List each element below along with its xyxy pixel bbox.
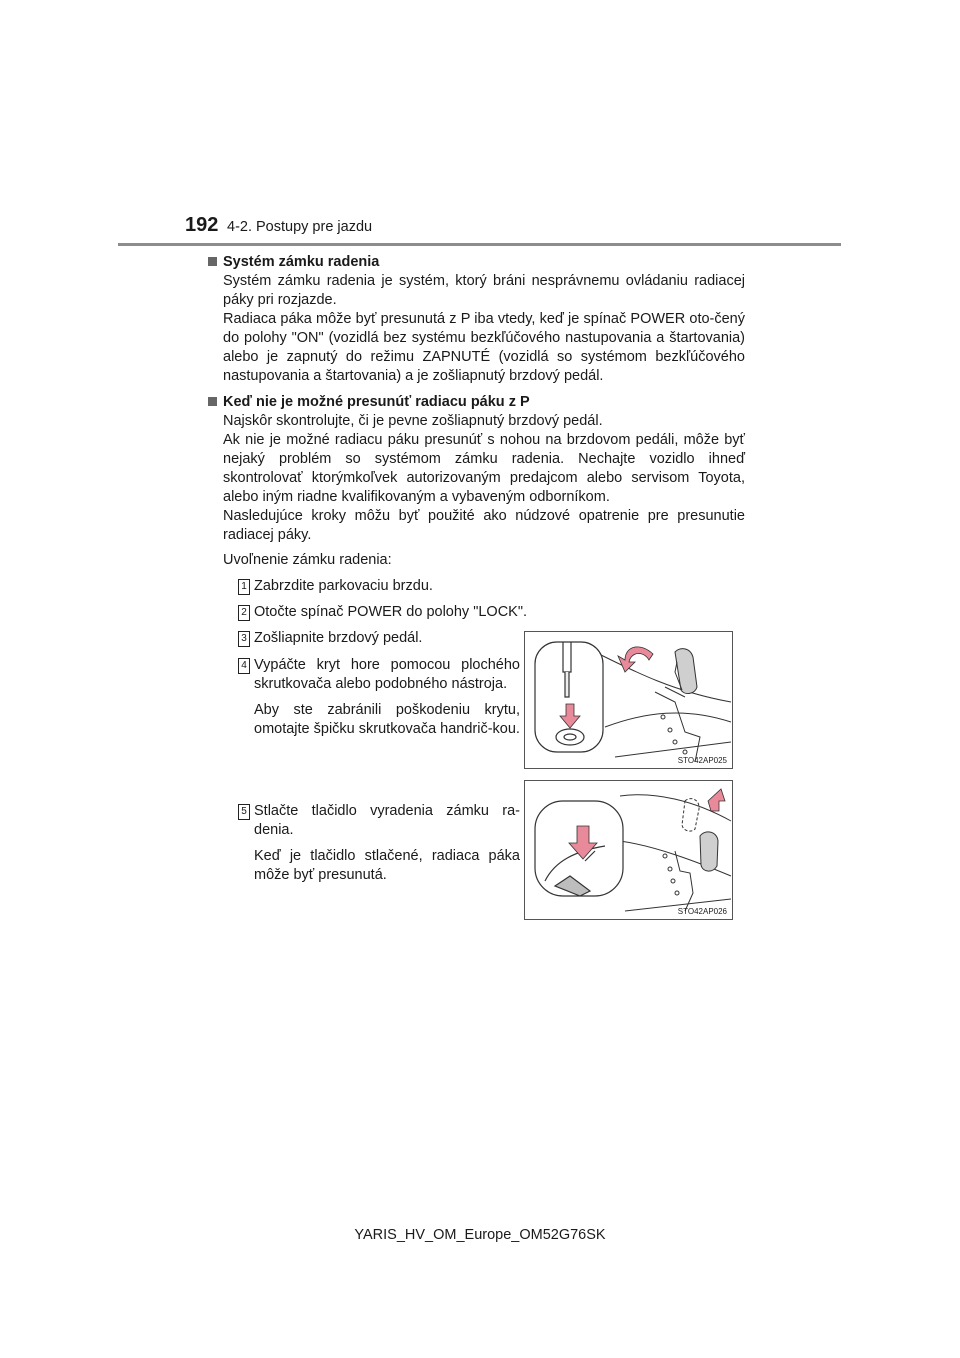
paragraph: Radiaca páka môže byť presunutá z P iba vtedy, keď je spínač POWER oto-čený do polohy "ON" (vozidlá bez systému bezkľúčového nastupovania a štartovania) alebo je zapnutý do režimu ZAPNUTÉ (vozidlá so systémom bezkľúčového nastupovania a štartovania) a je zošliapnutý brzdový pedál. — [223, 311, 745, 384]
step-text: Zabrzdite parkovaciu brzdu. — [254, 578, 433, 594]
step-note: Aby ste zabránili poškodeniu krytu, omotajte špičku skrutkovača handrič-kou. — [254, 702, 520, 737]
curved-arrow-icon — [618, 647, 653, 672]
arrow-icon — [708, 789, 725, 811]
illustration-pry-cover — [524, 631, 733, 769]
step-number: 3 — [238, 631, 250, 647]
step-text: Vypáčte kryt hore pomocou plochého skrutkovača alebo podobného nástroja. — [254, 657, 520, 692]
page-footer: YARIS_HV_OM_Europe_OM52G76SK — [354, 1227, 606, 1243]
step-2 — [208, 603, 745, 629]
page-header — [185, 214, 372, 237]
illustration-release-button — [524, 780, 733, 920]
header-rule — [118, 243, 841, 246]
figure-code: STO42AP026 — [677, 907, 727, 916]
section-title-cannot-shift: Keď nie je možné presunúť radiacu páku z P — [208, 393, 745, 412]
paragraph: Systém zámku radenia je systém, ktorý bráni nesprávnemu ovládaniu radiacej páky pri rozjazde. — [223, 273, 745, 308]
paragraph: Ak nie je možné radiacu páku presunúť s nohou na brzdovom pedáli, môže byť nejaký problém so systémom zámku radenia. Nechajte vozidlo ihneď skontrolovať ktorýmkoľvek autorizovaným predajcom alebo servisom Toyota, alebo iným riadne kvalifikovaným a vybaveným odborníkom. — [223, 432, 745, 505]
chapter-title: 4-2. Postupy pre jazdu — [227, 219, 373, 235]
step-text: Zošliapnite brzdový pedál. — [254, 630, 423, 646]
section-title-shift-lock: Systém zámku radenia — [208, 253, 745, 272]
paragraph: Nasledujúce kroky môžu byť použité ako núdzové opatrenie pre presunutie radiacej páky. — [223, 508, 745, 543]
step-text: Stlačte tlačidlo vyradenia zámku ra-denia. — [254, 803, 520, 838]
step-number: 4 — [238, 658, 250, 674]
step-number: 2 — [238, 605, 250, 621]
step-number: 1 — [238, 579, 250, 595]
step-number: 5 — [238, 804, 250, 820]
step-1 — [208, 577, 745, 603]
page-number: 192 — [185, 214, 219, 236]
shift-lever-cover-illustration — [525, 632, 732, 768]
paragraph: Najskôr skontrolujte, či je pevne zošliapnutý brzdový pedál. — [223, 413, 603, 429]
bullet-square-icon — [208, 397, 217, 406]
step-text: Otočte spínač POWER do polohy "LOCK". — [254, 604, 528, 620]
bullet-square-icon — [208, 257, 217, 266]
figure-code: STO42AP025 — [677, 756, 727, 765]
step-note: Keď je tlačidlo stlačené, radiaca páka môže byť presunutá. — [254, 848, 520, 883]
shift-lock-release-illustration — [525, 781, 732, 919]
release-intro: Uvoľnenie zámku radenia: — [223, 552, 392, 568]
